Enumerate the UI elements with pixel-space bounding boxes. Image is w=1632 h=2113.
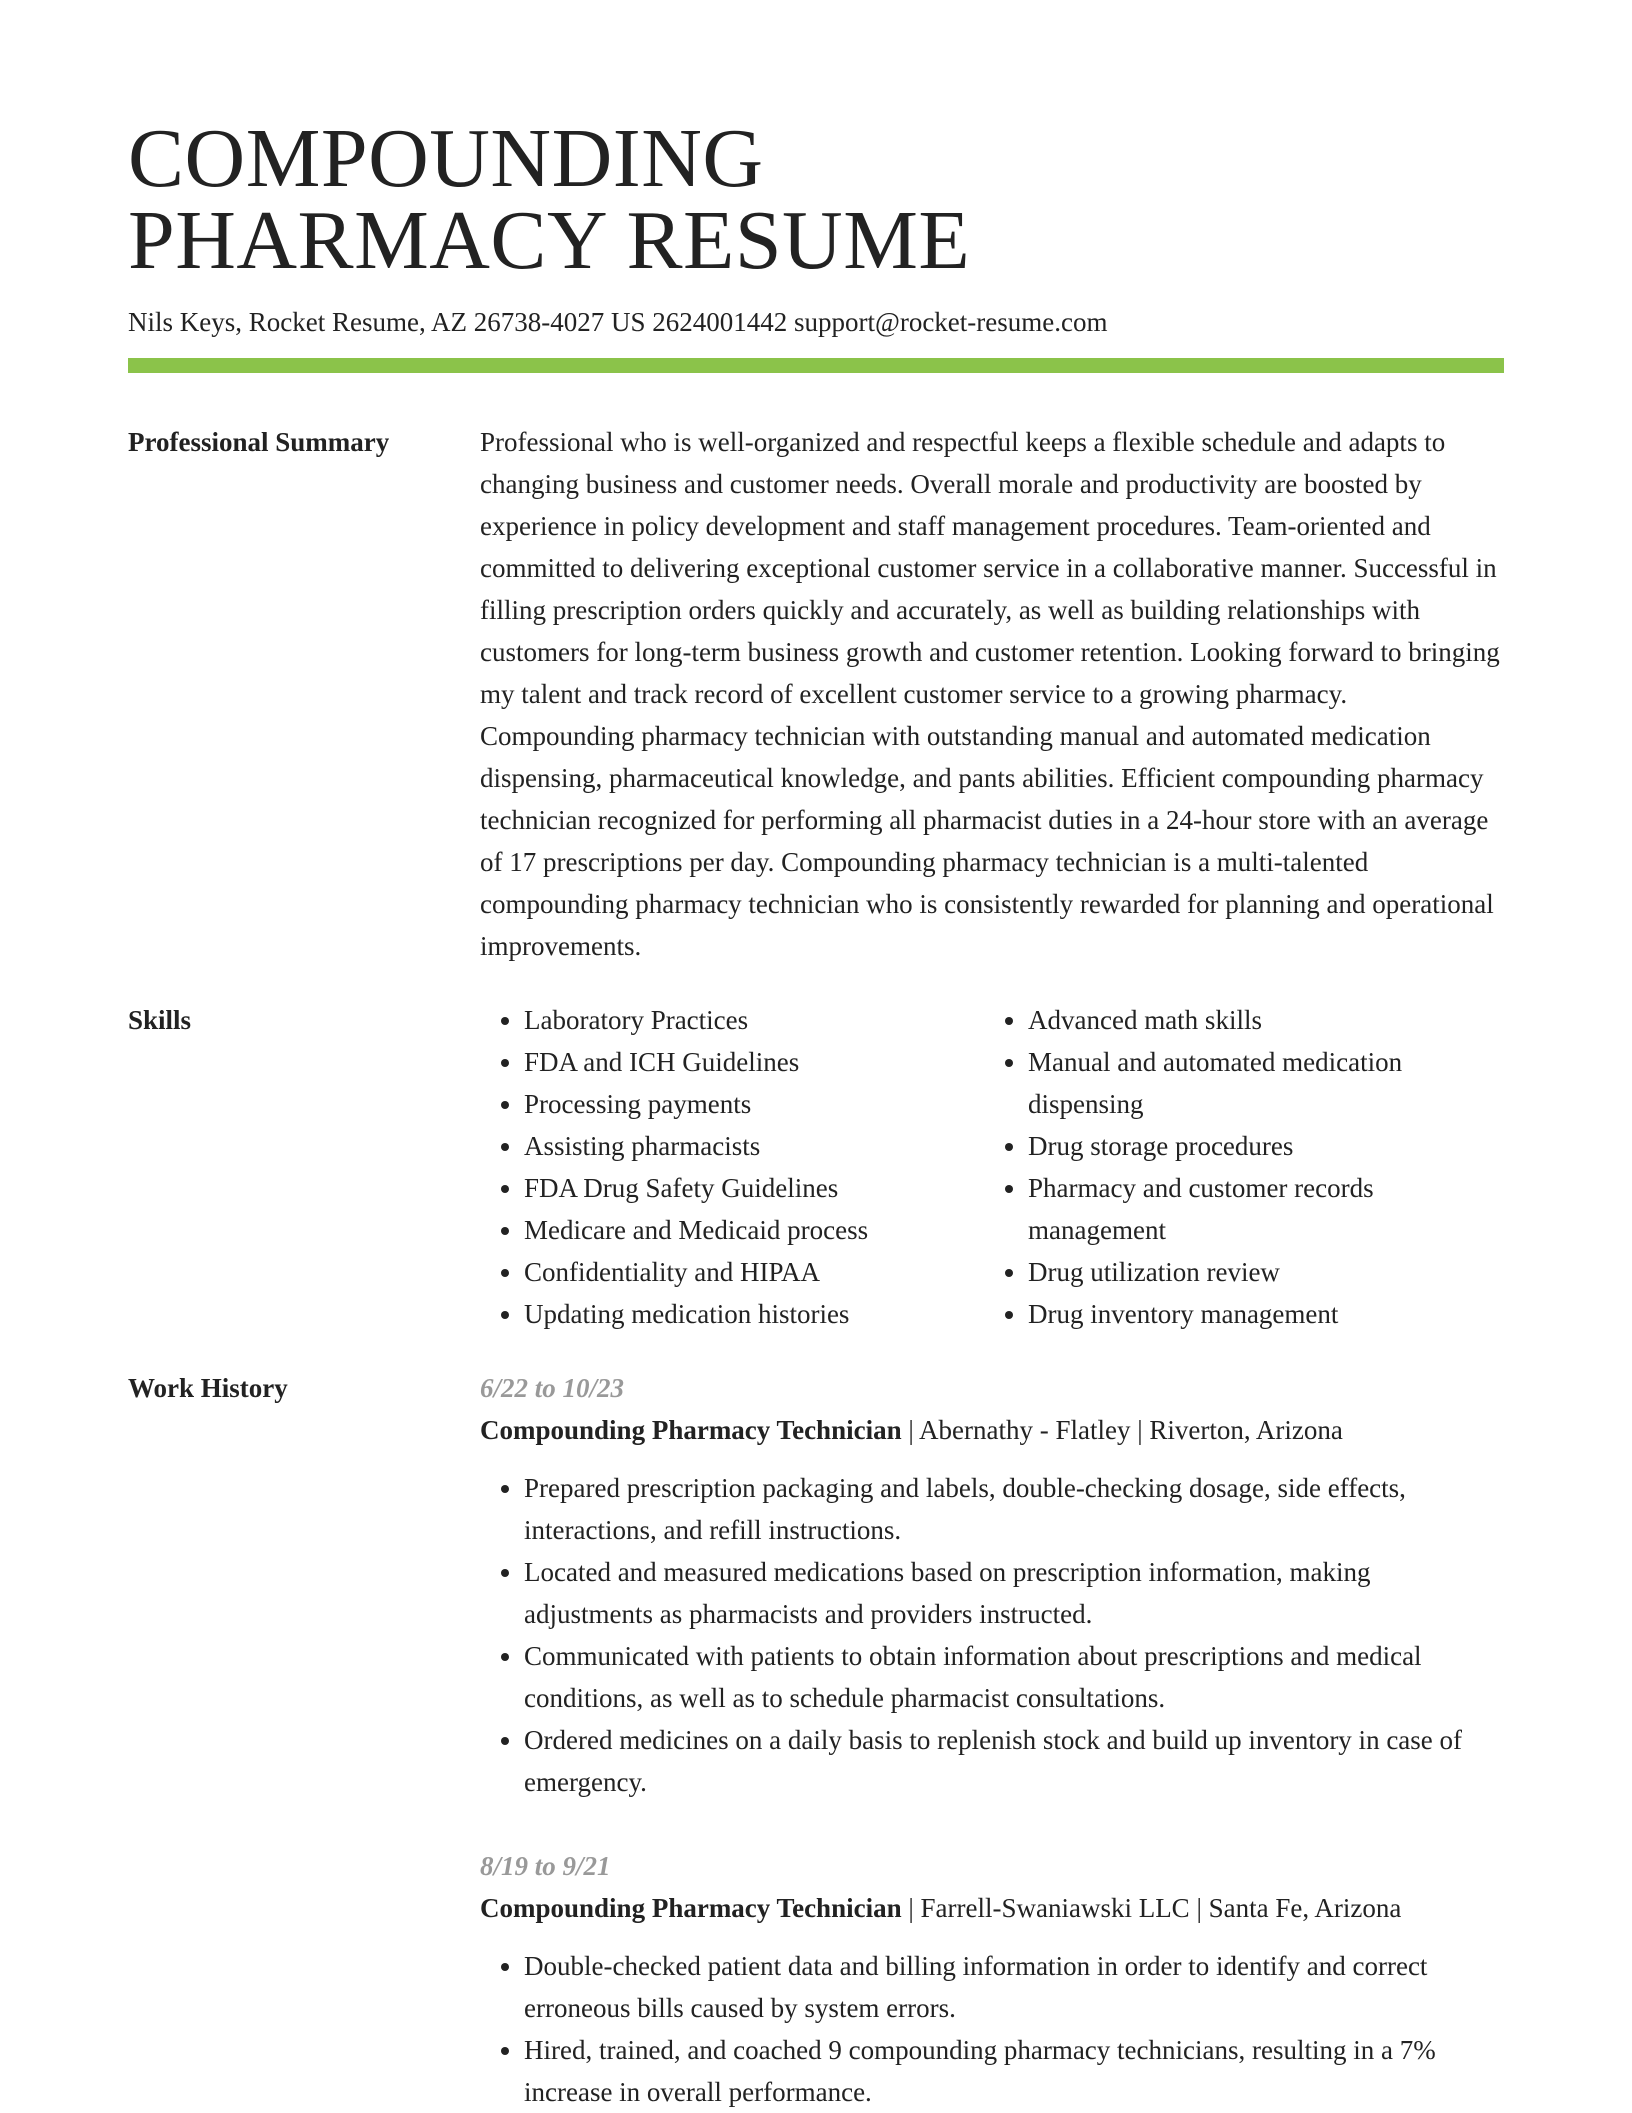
skills-section (128, 999, 1504, 1335)
summary-text: Professional who is well-organized and respectful keeps a flexible schedule and adapts to changing business and customer needs. Overall morale and productivity are boosted by experience in policy development and staff management procedures. Team-oriented and committed to delivering exceptional customer service in a collaborative manner. Successful in filling prescription orders quickly and accurately, as well as building relationships with customers for long-term business growth and customer retention. Looking forward to bringing my talent and track record of excellent customer service to a growing pharmacy. Compounding pharmacy technician with outstanding manual and automated medication dispensing, pharmaceutical knowledge, and pants abilities. Efficient compounding pharmacy technician recognized for performing all pharmacist duties in a 24-hour store with an average of 17 prescriptions per day. Compounding pharmacy technician is a multi-talented compounding pharmacy technician who is consistently rewarded for planning and operational improvements. (480, 427, 1500, 961)
skill-item: • Advanced math skills (1028, 999, 1504, 1041)
job-bullet: • Ordered medicines on a daily basis to replenish stock and build up inventory in case of emergency. (524, 1719, 1504, 1803)
skill-item: • Manual and automated medication dispensing (1028, 1041, 1504, 1125)
skill-item: • Laboratory Practices (524, 999, 984, 1041)
job-employer-location: | Abernathy - Flatley | Riverton, Arizona (901, 1415, 1343, 1445)
job-bullet: • Hired, trained, and coached 9 compounding pharmacy technicians, resulting in a 7% increase in overall performance. (524, 2029, 1504, 2113)
job-bullets (480, 1945, 1504, 2113)
job-entry (480, 1845, 1504, 2113)
work-history-heading: Work History (128, 1373, 288, 1403)
job-bullet: • Prepared prescription packaging and labels, double-checking dosage, side effects, interactions, and refill instructions. (524, 1467, 1504, 1551)
contact-line: Nils Keys, Rocket Resume, AZ 26738-4027 US 2624001442 support@rocket-resume.com (128, 307, 1108, 337)
work-history-body (480, 1367, 1504, 2113)
skill-item: • FDA and ICH Guidelines (524, 1041, 984, 1083)
job-header (480, 1409, 1504, 1451)
skill-item: • FDA Drug Safety Guidelines (524, 1167, 984, 1209)
skill-item: • Updating medication histories (524, 1293, 984, 1335)
job-dates: 8/19 to 9/21 (480, 1851, 611, 1881)
skills-list-left (480, 999, 984, 1335)
job-dates: 6/22 to 10/23 (480, 1373, 625, 1403)
job-bullet: • Communicated with patients to obtain information about prescriptions and medical conditions, as well as to schedule pharmacist consultations. (524, 1635, 1504, 1719)
skills-grid (480, 999, 1504, 1335)
skills-column-left (480, 999, 984, 1335)
title-line-1: COMPOUNDING (128, 112, 764, 205)
accent-divider (128, 358, 1504, 373)
job-entry (480, 1367, 1504, 1803)
resume-title (128, 112, 1504, 287)
skills-heading: Skills (128, 1005, 192, 1035)
resume-page (128, 112, 1504, 2113)
skill-item: • Drug storage procedures (1028, 1125, 1504, 1167)
skill-item: • Drug inventory management (1028, 1293, 1504, 1335)
job-bullet: • Double-checked patient data and billing information in order to identify and correct erroneous bills caused by system errors. (524, 1945, 1504, 2029)
skill-item: • Processing payments (524, 1083, 984, 1125)
skill-item: • Medicare and Medicaid process (524, 1209, 984, 1251)
job-title: Compounding Pharmacy Technician (480, 1415, 902, 1445)
title-line-2: PHARMACY RESUME (128, 194, 971, 287)
job-title: Compounding Pharmacy Technician (480, 1893, 902, 1923)
job-bullet: • Located and measured medications based on prescription information, making adjustments as pharmacists and providers instructed. (524, 1551, 1504, 1635)
skill-item: • Assisting pharmacists (524, 1125, 984, 1167)
work-history-section (128, 1367, 1504, 2113)
job-bullets (480, 1467, 1504, 1803)
job-header (480, 1887, 1504, 1929)
summary-section (128, 421, 1504, 967)
skill-item: • Pharmacy and customer records management (1028, 1167, 1504, 1251)
summary-heading: Professional Summary (128, 427, 390, 457)
skills-list-right (984, 999, 1504, 1335)
skill-item: • Drug utilization review (1028, 1251, 1504, 1293)
skills-column-right (984, 999, 1504, 1335)
job-employer-location: | Farrell-Swaniawski LLC | Santa Fe, Arizona (901, 1893, 1402, 1923)
skill-item: • Confidentiality and HIPAA (524, 1251, 984, 1293)
